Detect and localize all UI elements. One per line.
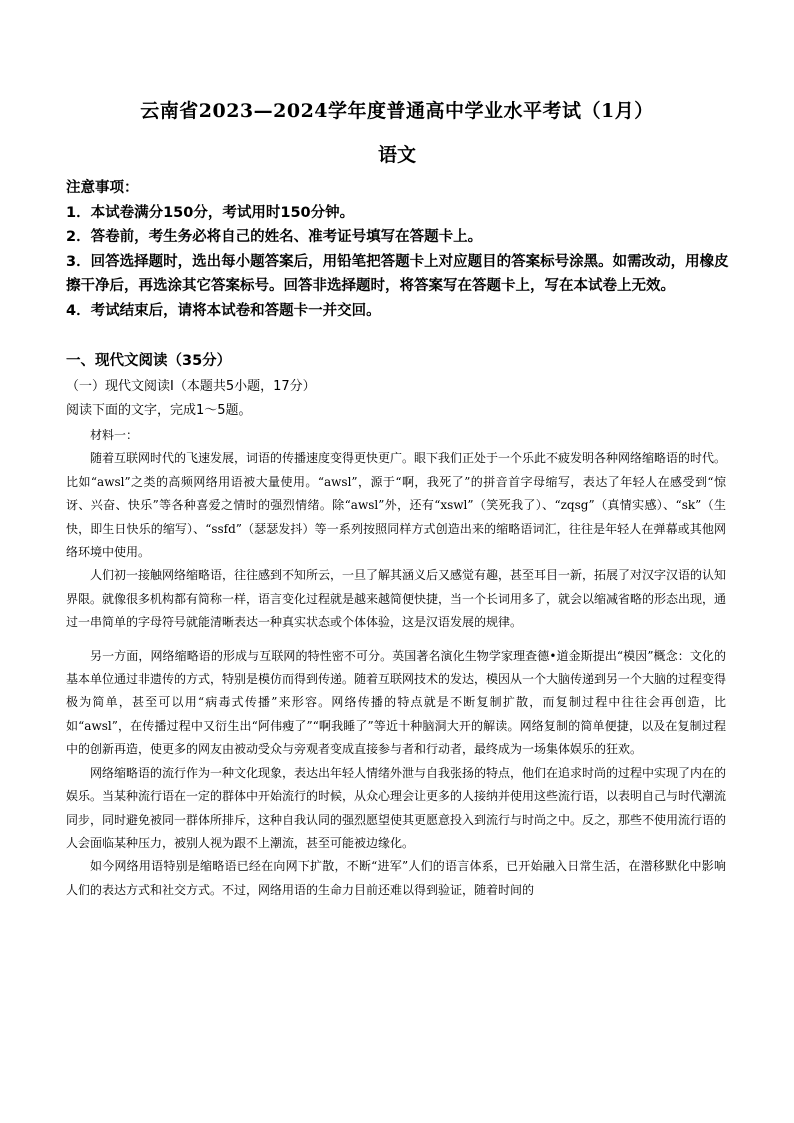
passage-paragraph: 另一方面，网络缩略语的形成与互联网的特性密不可分。英国著名演化生物学家理查德•道金斯提出“模因”概念：文化的基本单位通过非遗传的方式，特别是模仿而得到传递。随着互联网技术的发达，模因从一个大脑传递到另一个大脑的过程变得极为简单，甚至可以用“病毒式传播”来形容。网络传播的特点就是不断复制扩散，而复制过程中往往会再创造，比如“awsl”，在传播过程中又衍生出“阿伟瘦了”“啊我睡了”等近十种脑洞大开的解读。网络复制的简单便捷，以及在复制过程中的创新再造，使更多的网友由被动受众与旁观者变成直接参与者和行动者，最终成为一场集体娱乐的狂欢。 — [66, 648, 727, 757]
exam-title: 云南省2023—2024学年度普通高中学业水平考试（1月） — [140, 100, 654, 122]
notes-heading: 注意事项： — [66, 180, 139, 196]
note-item: 2．答卷前，考生务必将自己的姓名、准考证号填写在答题卡上。 — [66, 229, 483, 245]
subject-title: 语文 — [377, 144, 416, 166]
notes-block — [66, 176, 731, 323]
passage-paragraph: 人们初一接触网络缩略语，往往感到不知所云，一旦了解其涵义后又感觉有趣，甚至耳目一新，拓展了对汉字汉语的认知界限。就像很多机构都有简称一样，语言变化过程就是越来越简便快捷，当一个长词用多了，就会以缩减省略的形态出现，通过一串简单的字母符号就能清晰表达一种真实状态或个体体验，这是汉语发展的规律。 — [66, 568, 727, 630]
note-item: 1．本试卷满分150分，考试用时150分钟。 — [66, 204, 355, 221]
subsection-heading: （一）现代文阅读Ⅰ（本题共5小题，17分） — [66, 379, 316, 394]
section-heading: 一、现代文阅读（35分） — [66, 353, 232, 369]
passage-paragraph: 如今网络用语特别是缩略语已经在向网下扩散，不断“进军”人们的语言体系，已开始融入日常生活，在潜移默化中影响人们的表达方式和社交方式。不过，网络用语的生命力目前还难以得到验证，随着时间的 — [66, 859, 726, 897]
material-label: 材料一： — [90, 428, 139, 442]
reading-instruction: 阅读下面的文字，完成1～5题。 — [66, 403, 252, 418]
note-item: 3．回答选择题时，选出每小题答案后，用铅笔把答题卡上对应题目的答案标号涂黑。如需改动，用橡皮擦干净后，再选涂其它答案标号。回答非选择题时，将答案写在答题卡上，写在本试卷上无效。 — [66, 253, 729, 294]
note-item: 4．考试结束后，请将本试卷和答题卡一并交回。 — [66, 302, 381, 319]
passage-paragraph: 网络缩略语的流行作为一种文化现象，表达出年轻人情绪外泄与自我张扬的特点，他们在追求时尚的过程中实现了内在的娱乐。当某种流行语在一定的群体中开始流行的时候，从众心理会让更多的人接纳并使用这些流行语，以表明自己与时代潮流同步，同时避免被同一群体所排斥，这种自我认同的强烈愿望使其更愿意投入到流行与时尚之中。反之，那些不使用流行语的人会面临某种压力，被别人视为跟不上潮流，甚至可能被边缘化。 — [66, 765, 727, 850]
passage-paragraph: 随着互联网时代的飞速发展，词语的传播速度变得更快更广。眼下我们正处于一个乐此不疲发明各种网络缩略语的时代。比如“awsl”之类的高频网络用语被大量使用。“awsl”，源于“啊，我死了”的拼音首字母缩写，表达了年轻人在感受到“惊讶、兴奋、快乐”等各种喜爱之情时的强烈情绪。除“awsl”外，还有“xswl”（笑死我了）、“zqsg”（真情实感）、“sk”（生快，即生日快乐的缩写）、“ssfd”（瑟瑟发抖）等一系列按照同样方式创造出来的缩略语词汇，往往是年轻人在弹幕或其他网络环境中使用。 — [66, 451, 727, 560]
reading-passage — [66, 424, 726, 902]
